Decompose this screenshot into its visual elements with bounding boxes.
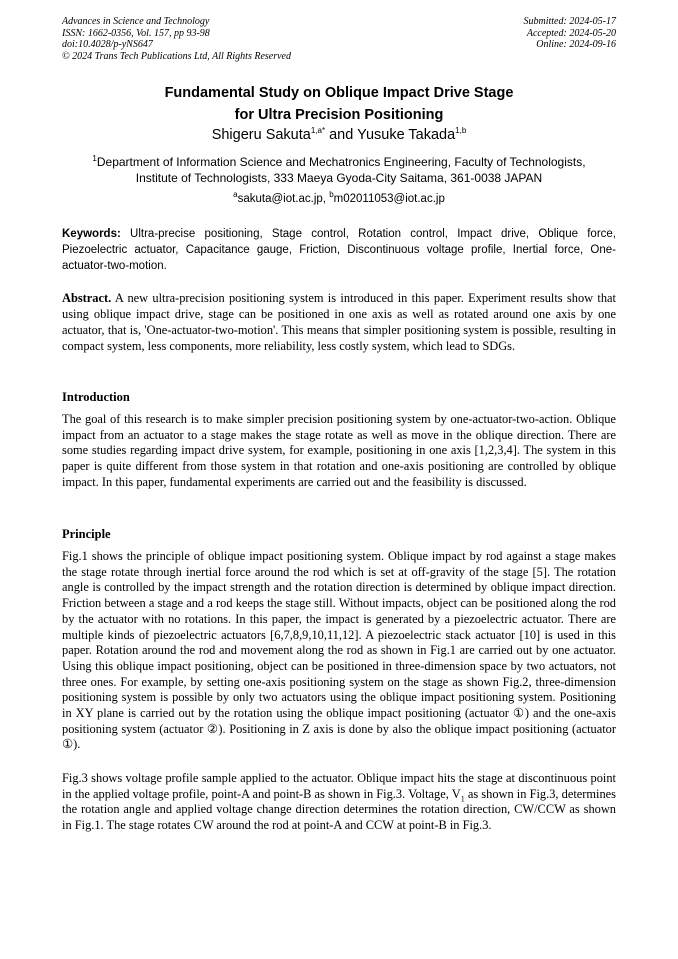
- email-b-sup: b: [329, 190, 334, 200]
- journal-header: [62, 16, 291, 62]
- journal-name: Advances in Science and Technology: [62, 16, 210, 27]
- online-date: Online: 2024-09-16: [536, 39, 616, 50]
- submitted-date: Submitted: 2024-05-17: [523, 16, 616, 27]
- affiliation-line-1: Department of Information Science and Mechatronics Engineering, Faculty of Technologists,: [96, 155, 586, 169]
- author-2: Yusuke Takada: [357, 127, 456, 143]
- principle-paragraph-2: [62, 771, 616, 834]
- paper-title: [62, 82, 616, 126]
- para2-text-a: Fig.3 shows voltage profile sample applied to the actuator. Oblique impact hits the stage at discontinuous point in the applied voltage profile, point-A and point-B as shown in Fig.3. Voltage, V: [62, 771, 616, 801]
- para2-text-b: as shown in Fig.3, determines the rotation angle and applied voltage change direction determines the rotation direction, CW/CCW as shown in Fig.1. The stage rotates CW around the rod at point-A and CCW at point-B in Fig.3.: [62, 786, 616, 833]
- affiliation-sup: 1: [92, 154, 97, 163]
- affiliation-line-2: Institute of Technologists, 333 Maeya Gyoda-City Saitama, 361-0038 JAPAN: [135, 171, 543, 185]
- email-a-sup: a: [233, 190, 238, 200]
- affiliation: [62, 154, 616, 186]
- abstract-text: A new ultra-precision positioning system is introduced in this paper. Experiment results show that using oblique impact drive, stage can be positioned in one axis as well as rotated around one axis by one actuator, that is, 'One-actuator-two-motion'. This means that simpler positioning system is possible, resulting in compact system, less components, more reliability, less costly system, which lead to SDGs.: [62, 291, 616, 353]
- author-and: and: [325, 127, 358, 143]
- email-b: m02011053@iot.ac.jp: [333, 193, 445, 205]
- author-1: Shigeru Sakuta: [211, 127, 311, 143]
- introduction-heading: Introduction: [62, 390, 130, 404]
- principle-paragraph-1: Fig.1 shows the principle of oblique impact positioning system. Oblique impact by rod against a stage makes the stage rotate through inertial force around the rod which is set at off-gravity of the stage [5]. The rotation angle is controlled by the impact strength and the rotation direction is determined by oblique impact direction. Friction between a stage and a rod keeps the stage still. Without impacts, object can be positioned along the rod by the actuator with no rotations. In this paper, the impact is generated by a piezoelectric actuator. There are multiple kinds of piezoelectric actuators [6,7,8,9,10,11,12]. A piezoelectric stack actuator [10] is used in this paper. Rotation around the rod and movement along the rod as shown in Fig.1 are carried out by one actuator. Using this oblique impact positioning, object can be positioned in three-dimension space by two actuators, not three ones. For example, by setting one-axis positioning system on the stage as shown Fig.2, three-dimension positioning system is possible by only two actuators using the oblique impact positioning system. Positioning in XY plane is carried out by the rotation using the oblique impact positioning (actuator ①) and the one-axis positioning system (actuator ②). Positioning in Z axis is done by also the oblique impact positioning (actuator ①).: [62, 549, 616, 752]
- accepted-date: Accepted: 2024-05-20: [526, 27, 616, 39]
- principle-heading: Principle: [62, 527, 111, 541]
- title-line-1: Fundamental Study on Oblique Impact Drive Stage: [164, 85, 514, 101]
- keywords-block: [62, 226, 616, 274]
- author-1-affil: 1,a*: [310, 126, 326, 136]
- dates-header: [524, 16, 617, 51]
- introduction-paragraph: The goal of this research is to make simpler precision positioning system by one-actuator-two-action. Oblique impact from an actuator to a stage makes the stage rotate as well as move in the oblique direction. There are some studies regarding impact drive system, for example, positioning in one axis [1,2,3,4]. The system in this paper is quite different from those system in that rotation and one-axis positioning are controlled by oblique impact. In this paper, fundamental experiments are carried out and the feasibility is discussed.: [62, 412, 616, 489]
- issn-line: ISSN: 1662-0356, Vol. 157, pp 93-98: [62, 27, 210, 39]
- email-a: sakuta@iot.ac.jp,: [237, 193, 330, 205]
- keywords-text: Ultra-precise positioning, Stage control, Rotation control, Impact drive, Oblique force, Piezoelectric actuator, Capacitance gauge, Friction, Discontinuous voltage profile, Inertial force, One-actuator-two-motion.: [62, 228, 616, 272]
- title-line-2: for Ultra Precision Positioning: [234, 107, 444, 123]
- doi-line: doi:10.4028/p-yNS647: [62, 39, 153, 50]
- author-2-affil: 1,b: [455, 126, 467, 136]
- abstract-label: Abstract.: [62, 291, 112, 305]
- keywords-label: Keywords:: [62, 228, 121, 240]
- voltage-subscript: 1: [460, 794, 465, 804]
- author-list: [62, 126, 616, 144]
- copyright-line: © 2024 Trans Tech Publications Ltd, All Rights Reserved: [62, 50, 291, 62]
- author-emails: [62, 192, 616, 206]
- abstract-block: [62, 291, 616, 355]
